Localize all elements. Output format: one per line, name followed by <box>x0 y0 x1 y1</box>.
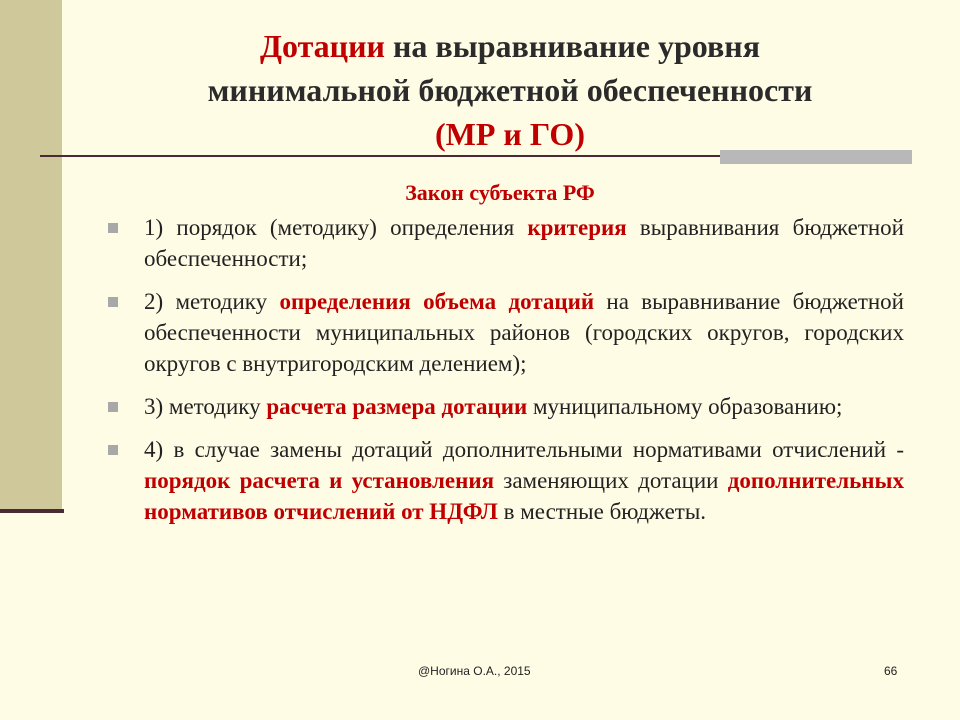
law-heading: Закон субъекта РФ <box>405 180 595 205</box>
footer-author: @Ногина О.А., 2015 <box>418 664 531 678</box>
item-text: 1) порядок (методику) определения <box>144 215 528 240</box>
item-text: в местные бюджеты. <box>497 499 707 524</box>
item-highlight: порядок расчета и установления <box>144 468 495 493</box>
item-text: 3) методику <box>144 394 267 419</box>
item-highlight: расчета размера дотации <box>266 394 528 419</box>
divider-accent <box>720 150 912 164</box>
square-bullet-icon <box>108 297 118 307</box>
slide-title <box>70 24 950 156</box>
item-highlight: критерия <box>527 215 627 240</box>
item-text: муниципальному образованию; <box>527 394 843 419</box>
item-text: 2) методику <box>144 289 280 314</box>
left-decorative-band <box>0 0 62 512</box>
list-item <box>108 434 904 527</box>
square-bullet-icon <box>108 223 118 233</box>
item-highlight: определения объема дотаций <box>279 289 595 314</box>
bullet-list <box>108 212 904 539</box>
square-bullet-icon <box>108 402 118 412</box>
item-text: на выравнивание бюджетной обеспеченности муниципальных районов (городских округов, городских округов с внутригородским делением); <box>144 289 904 376</box>
item-text: 4) в случае замены дотаций дополнительными нормативами отчислений - <box>144 437 904 462</box>
item-text: заменяющих дотации <box>494 468 728 493</box>
page-number: 66 <box>884 664 898 678</box>
list-item <box>108 286 904 379</box>
left-band-edge <box>0 509 64 513</box>
title-red-word: Дотации <box>259 28 385 64</box>
list-item <box>108 212 904 274</box>
item-highlight: дополнительных нормативов отчислений от НДФЛ <box>144 468 904 524</box>
item-text: выравнивания бюджетной обеспеченности; <box>144 215 904 271</box>
title-line2: минимальной бюджетной обеспеченности <box>207 72 813 108</box>
list-item <box>108 391 904 422</box>
square-bullet-icon <box>108 445 118 455</box>
title-line1-rest: на выравнивание уровня <box>384 28 761 64</box>
title-line3: (МР и ГО) <box>435 116 585 152</box>
